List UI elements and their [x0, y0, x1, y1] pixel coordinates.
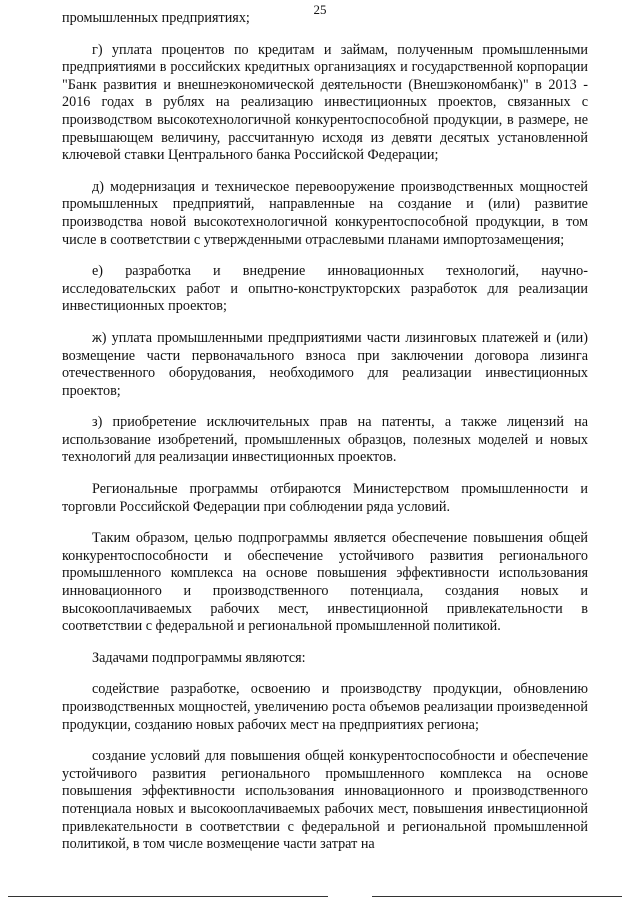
paragraph-item-zh: ж) уплата промышленными предприятиями части лизинговых платежей и (или) возмещение части первоначального взноса при заключении договора лизинга отечественного оборудования, необходимого для реализации инвестиционных проектов; [62, 329, 588, 399]
paragraph-item-z: з) приобретение исключительных прав на патенты, а также лицензий на использование изобретений, промышленных образцов, полезных моделей и новых технологий для реализации инвестиционных проектов. [62, 414, 588, 466]
paragraph-subprogram-goal: Таким образом, целью подпрограммы является обеспечение повышения общей конкурентоспособности и обеспечение устойчивого развития регионального промышленного комплекса на основе повышения эффективности использования инновационного и производственного потенциала, создания новых и высокооплачиваемых рабочих мест, инвестиционной привлекательности в соответствии с федеральной и региональной промышленной политикой. [62, 530, 588, 635]
page-body [62, 10, 588, 868]
paragraph-item-d: д) модернизация и техническое перевооружение производственных мощностей промышленных предприятий, направленные на создание и (или) развитие производства новой высокотехнологичной конкурентоспособной продукции, в том числе в соответствии с утвержденными отраслевыми планами импортозамещения; [62, 178, 588, 248]
paragraph-regional-programs: Региональные программы отбираются Министерством промышленности и торговли Российской Федерации при соблюдении ряда условий. [62, 481, 588, 515]
paragraph-continuation: промышленных предприятиях; [62, 10, 250, 26]
paragraph-item-g: г) уплата процентов по кредитам и займам, полученным промышленными предприятиями в российских кредитных организациях и государственной корпорации "Банк развития и внешнеэкономической деятельности (Внешэкономбанк)" в 2013 - 2016 годах в рублях на реализацию инвестиционных проектов, связанных с производством высокотехнологичной конкурентоспособной продукции, в размере, не превышающем величину, рассчитанную исходя из девяти десятых установленной ключевой ставки Центрального банка Российской Федерации; [62, 41, 588, 164]
footer-divider-left [8, 896, 328, 897]
paragraph-task-2: создание условий для повышения общей конкурентоспособности и обеспечение устойчивого развития регионального промышленного комплекса на основе повышения эффективности использования инновационного и производственного потенциала новых и высокооплачиваемых рабочих мест, повышения инвестиционной привлекательности в соответствии с федеральной и региональной промышленной политикой, в том числе возмещение части затрат на [62, 748, 588, 853]
paragraph-task-1: содействие разработке, освоению и производству продукции, обновлению производственных мощностей, увеличению роста объемов реализации произведенной продукции, созданию новых рабочих мест на предприятиях региона; [62, 681, 588, 733]
page-number: 25 [313, 2, 327, 17]
paragraph-item-e: е) разработка и внедрение инновационных технологий, научно-исследовательских работ и опытно-конструкторских разработок для реализации инвестиционных проектов; [62, 263, 588, 315]
footer-divider-right [372, 896, 622, 897]
paragraph-tasks-heading: Задачами подпрограммы являются: [92, 649, 306, 666]
